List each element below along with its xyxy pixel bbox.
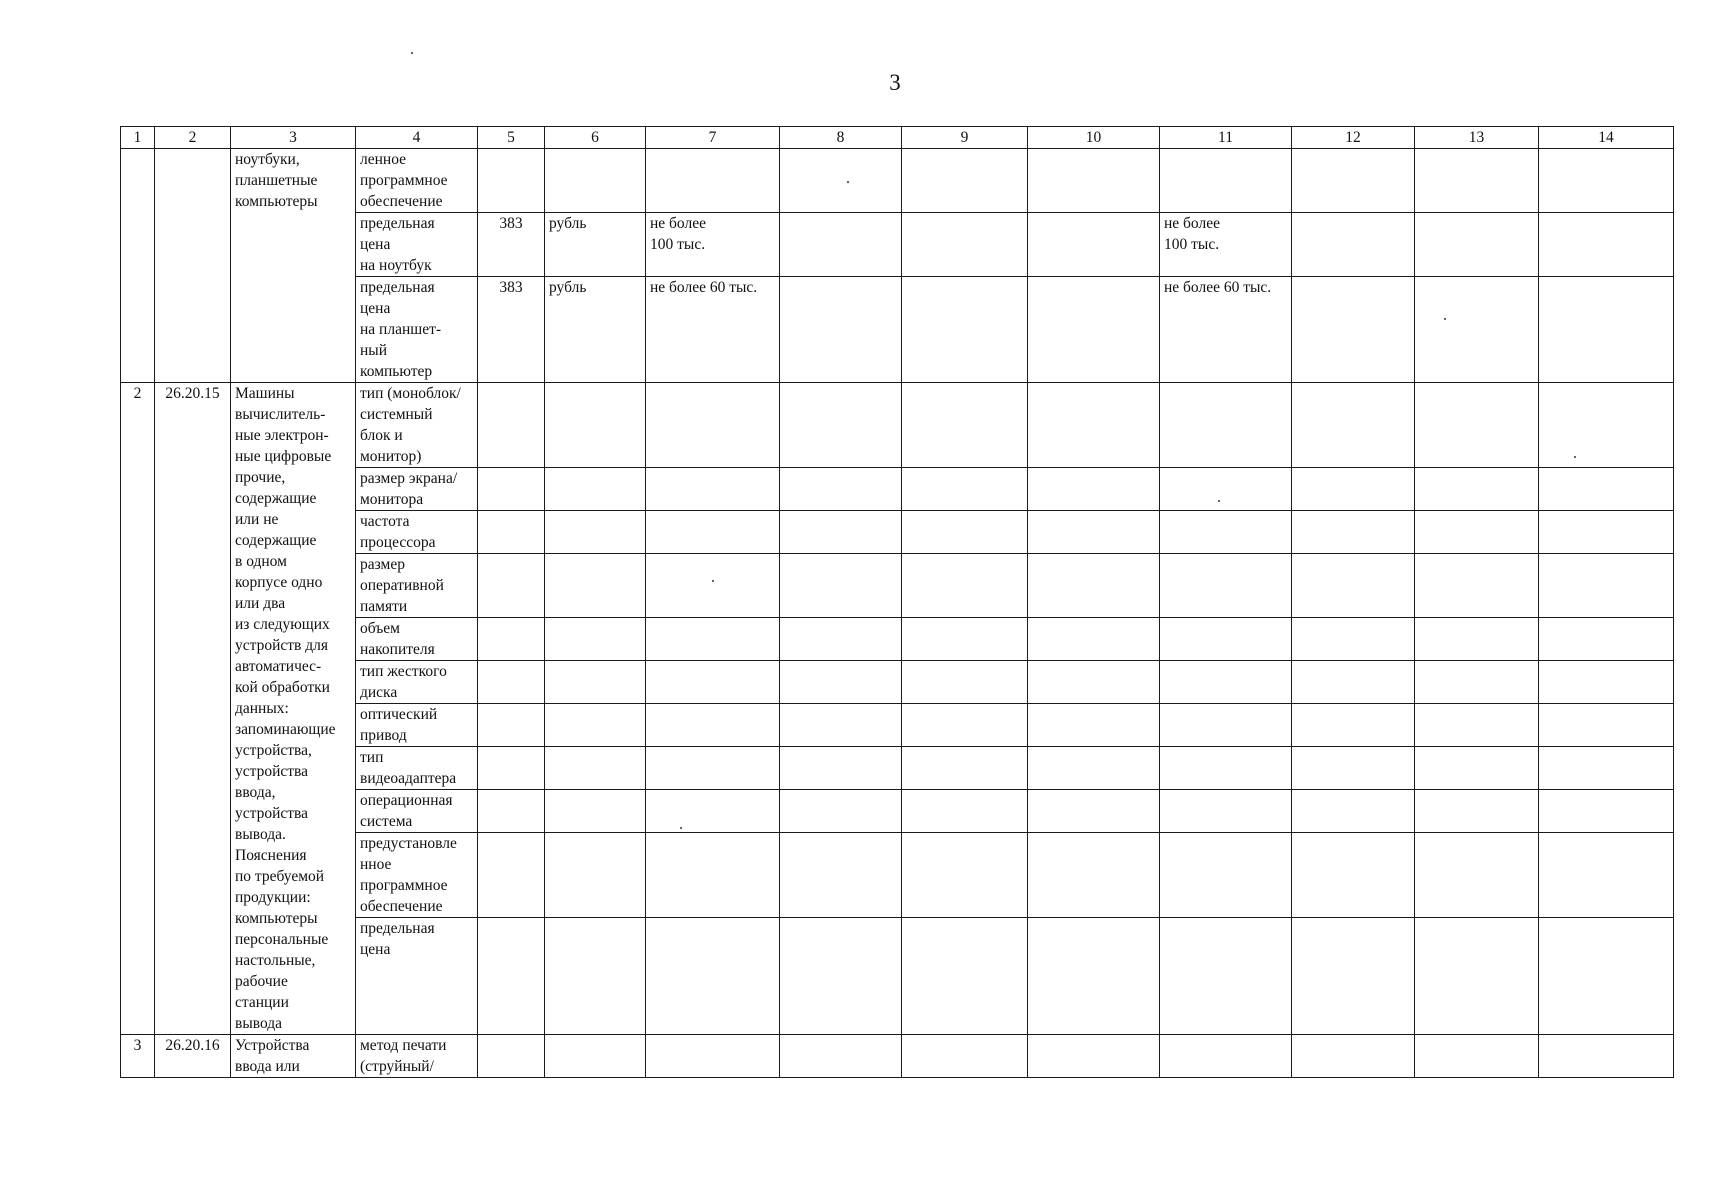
empty-cell (1160, 468, 1292, 511)
unit-code-cell: 383 (478, 277, 545, 383)
page-number: 3 (889, 70, 901, 95)
empty-cell (1292, 511, 1415, 554)
empty-cell (1292, 383, 1415, 468)
empty-cell (1539, 833, 1674, 918)
empty-cell (1539, 511, 1674, 554)
empty-cell (1028, 277, 1160, 383)
empty-cell (478, 704, 545, 747)
empty-cell (545, 618, 646, 661)
empty-cell (780, 468, 902, 511)
empty-cell (545, 661, 646, 704)
value-cell: не более 100 тыс. (646, 213, 780, 277)
column-header: 7 (646, 127, 780, 149)
empty-cell (1539, 747, 1674, 790)
empty-cell (545, 833, 646, 918)
empty-cell (646, 790, 780, 833)
empty-cell (1415, 1035, 1539, 1078)
empty-cell (780, 618, 902, 661)
empty-cell (646, 661, 780, 704)
scan-speck (1574, 456, 1576, 458)
empty-cell (1292, 213, 1415, 277)
empty-cell (478, 554, 545, 618)
empty-cell (1160, 1035, 1292, 1078)
empty-cell (478, 383, 545, 468)
table-row (121, 1035, 1674, 1078)
empty-cell (1160, 704, 1292, 747)
empty-cell (902, 383, 1028, 468)
value-cell (1160, 149, 1292, 213)
empty-cell (780, 790, 902, 833)
empty-cell (1292, 747, 1415, 790)
unit-name-cell (545, 149, 646, 213)
empty-cell (1415, 554, 1539, 618)
empty-cell (1292, 618, 1415, 661)
characteristic-cell: метод печати (струйный/ (356, 1035, 478, 1078)
empty-cell (478, 618, 545, 661)
empty-cell (545, 790, 646, 833)
empty-cell (646, 618, 780, 661)
empty-cell (1028, 149, 1160, 213)
empty-cell (478, 1035, 545, 1078)
empty-cell (1415, 468, 1539, 511)
unit-name-cell: рубль (545, 213, 646, 277)
empty-cell (1415, 704, 1539, 747)
column-header: 1 (121, 127, 155, 149)
empty-cell (902, 277, 1028, 383)
scan-speck (680, 827, 682, 829)
empty-cell (902, 213, 1028, 277)
empty-cell (478, 661, 545, 704)
empty-cell (1028, 918, 1160, 1035)
empty-cell (1028, 833, 1160, 918)
empty-cell (1539, 277, 1674, 383)
characteristic-cell: размер оперативной памяти (356, 554, 478, 618)
empty-cell (1028, 618, 1160, 661)
empty-cell (1292, 790, 1415, 833)
okpd-code-cell (155, 149, 231, 383)
empty-cell (1415, 747, 1539, 790)
column-header: 3 (231, 127, 356, 149)
scan-speck (1444, 318, 1446, 320)
empty-cell (1028, 383, 1160, 468)
empty-cell (646, 383, 780, 468)
characteristic-cell: тип (моноблок/ системный блок и монитор) (356, 383, 478, 468)
empty-cell (545, 704, 646, 747)
empty-cell (545, 383, 646, 468)
product-name-cell: ноутбуки, планшетные компьютеры (231, 149, 356, 383)
empty-cell (780, 661, 902, 704)
empty-cell (1028, 790, 1160, 833)
unit-code-cell (478, 149, 545, 213)
empty-cell (646, 468, 780, 511)
column-number-row (121, 127, 1674, 149)
empty-cell (1160, 661, 1292, 704)
table-row (121, 149, 1674, 213)
empty-cell (780, 213, 902, 277)
empty-cell (1415, 511, 1539, 554)
empty-cell (1292, 149, 1415, 213)
column-header: 11 (1160, 127, 1292, 149)
empty-cell (1415, 213, 1539, 277)
empty-cell (1160, 833, 1292, 918)
empty-cell (545, 1035, 646, 1078)
unit-name-cell: рубль (545, 277, 646, 383)
empty-cell (902, 149, 1028, 213)
empty-cell (780, 704, 902, 747)
empty-cell (1160, 790, 1292, 833)
empty-cell (1160, 918, 1292, 1035)
empty-cell (1160, 511, 1292, 554)
empty-cell (1415, 383, 1539, 468)
empty-cell (1415, 149, 1539, 213)
empty-cell (902, 618, 1028, 661)
empty-cell (1415, 790, 1539, 833)
column-header: 4 (356, 127, 478, 149)
empty-cell (545, 554, 646, 618)
empty-cell (1028, 554, 1160, 618)
okpd-code-cell: 26.20.16 (155, 1035, 231, 1078)
value-cell (646, 149, 780, 213)
empty-cell (1539, 383, 1674, 468)
product-name-cell: Устройства ввода или (231, 1035, 356, 1078)
characteristic-cell: предельная цена на ноутбук (356, 213, 478, 277)
column-header: 5 (478, 127, 545, 149)
empty-cell (545, 511, 646, 554)
empty-cell (902, 833, 1028, 918)
column-header: 10 (1028, 127, 1160, 149)
characteristic-cell: объем накопителя (356, 618, 478, 661)
empty-cell (1539, 618, 1674, 661)
empty-cell (780, 149, 902, 213)
value-cell: не более 100 тыс. (1160, 213, 1292, 277)
empty-cell (1028, 1035, 1160, 1078)
empty-cell (1539, 790, 1674, 833)
product-name-cell: Машины вычислитель- ные электрон- ные цифровые прочие, содержащие или не содержащие в одном корпусе одно или два из следующих устройств для автоматичес- кой обработки данных: запоминающие устройства, устройства ввода, устройства вывода. Пояснения по требуемой продукции: компьютеры персональные настольные, рабочие станции вывода (231, 383, 356, 1035)
table-row (121, 383, 1674, 468)
empty-cell (646, 918, 780, 1035)
characteristic-cell: операционная система (356, 790, 478, 833)
column-header: 12 (1292, 127, 1415, 149)
item-number-cell (121, 149, 155, 383)
characteristic-cell: предельная цена (356, 918, 478, 1035)
item-number-cell: 2 (121, 383, 155, 1035)
empty-cell (1415, 833, 1539, 918)
empty-cell (478, 511, 545, 554)
characteristic-cell: тип видеоадаптера (356, 747, 478, 790)
characteristic-cell: предустановле нное программное обеспечение (356, 833, 478, 918)
item-number-cell: 3 (121, 1035, 155, 1078)
scan-speck (712, 580, 714, 582)
characteristic-cell: оптический привод (356, 704, 478, 747)
empty-cell (902, 747, 1028, 790)
empty-cell (780, 1035, 902, 1078)
column-header: 6 (545, 127, 646, 149)
empty-cell (1028, 661, 1160, 704)
empty-cell (478, 918, 545, 1035)
empty-cell (646, 704, 780, 747)
scan-speck (1218, 500, 1220, 502)
empty-cell (1292, 1035, 1415, 1078)
empty-cell (1028, 468, 1160, 511)
empty-cell (1539, 1035, 1674, 1078)
empty-cell (780, 383, 902, 468)
empty-cell (478, 747, 545, 790)
empty-cell (1292, 661, 1415, 704)
empty-cell (545, 918, 646, 1035)
empty-cell (902, 790, 1028, 833)
empty-cell (780, 554, 902, 618)
empty-cell (1160, 747, 1292, 790)
empty-cell (780, 277, 902, 383)
empty-cell (1028, 213, 1160, 277)
empty-cell (1539, 704, 1674, 747)
empty-cell (1539, 468, 1674, 511)
empty-cell (1028, 704, 1160, 747)
empty-cell (646, 1035, 780, 1078)
scan-speck (847, 181, 849, 183)
empty-cell (545, 747, 646, 790)
empty-cell (1539, 554, 1674, 618)
empty-cell (1028, 747, 1160, 790)
value-cell: не более 60 тыс. (646, 277, 780, 383)
empty-cell (902, 661, 1028, 704)
empty-cell (1292, 468, 1415, 511)
empty-cell (1292, 918, 1415, 1035)
empty-cell (1160, 554, 1292, 618)
empty-cell (1160, 383, 1292, 468)
scan-speck (411, 52, 413, 54)
empty-cell (902, 704, 1028, 747)
empty-cell (780, 511, 902, 554)
empty-cell (478, 833, 545, 918)
empty-cell (1539, 918, 1674, 1035)
okpd-code-cell: 26.20.15 (155, 383, 231, 1035)
empty-cell (646, 747, 780, 790)
empty-cell (1292, 704, 1415, 747)
unit-code-cell: 383 (478, 213, 545, 277)
empty-cell (780, 833, 902, 918)
empty-cell (902, 511, 1028, 554)
empty-cell (478, 790, 545, 833)
column-header: 8 (780, 127, 902, 149)
empty-cell (1292, 833, 1415, 918)
empty-cell (646, 833, 780, 918)
empty-cell (1539, 213, 1674, 277)
empty-cell (902, 554, 1028, 618)
characteristic-cell: тип жесткого диска (356, 661, 478, 704)
empty-cell (1292, 277, 1415, 383)
characteristic-cell: размер экрана/ монитора (356, 468, 478, 511)
characteristic-cell: предельная цена на планшет- ный компьютер (356, 277, 478, 383)
empty-cell (902, 468, 1028, 511)
column-header: 9 (902, 127, 1028, 149)
empty-cell (1292, 554, 1415, 618)
empty-cell (1028, 511, 1160, 554)
empty-cell (1415, 661, 1539, 704)
characteristic-cell: ленное программное обеспечение (356, 149, 478, 213)
empty-cell (1160, 618, 1292, 661)
value-cell: не более 60 тыс. (1160, 277, 1292, 383)
column-header: 2 (155, 127, 231, 149)
empty-cell (545, 468, 646, 511)
column-header: 14 (1539, 127, 1674, 149)
characteristic-cell: частота процессора (356, 511, 478, 554)
requirements-table (120, 126, 1674, 1078)
empty-cell (478, 468, 545, 511)
column-header: 13 (1415, 127, 1539, 149)
empty-cell (1415, 618, 1539, 661)
empty-cell (1415, 277, 1539, 383)
empty-cell (1539, 661, 1674, 704)
empty-cell (1415, 918, 1539, 1035)
empty-cell (646, 511, 780, 554)
empty-cell (902, 918, 1028, 1035)
empty-cell (780, 747, 902, 790)
empty-cell (902, 1035, 1028, 1078)
empty-cell (780, 918, 902, 1035)
empty-cell (1539, 149, 1674, 213)
empty-cell (646, 554, 780, 618)
